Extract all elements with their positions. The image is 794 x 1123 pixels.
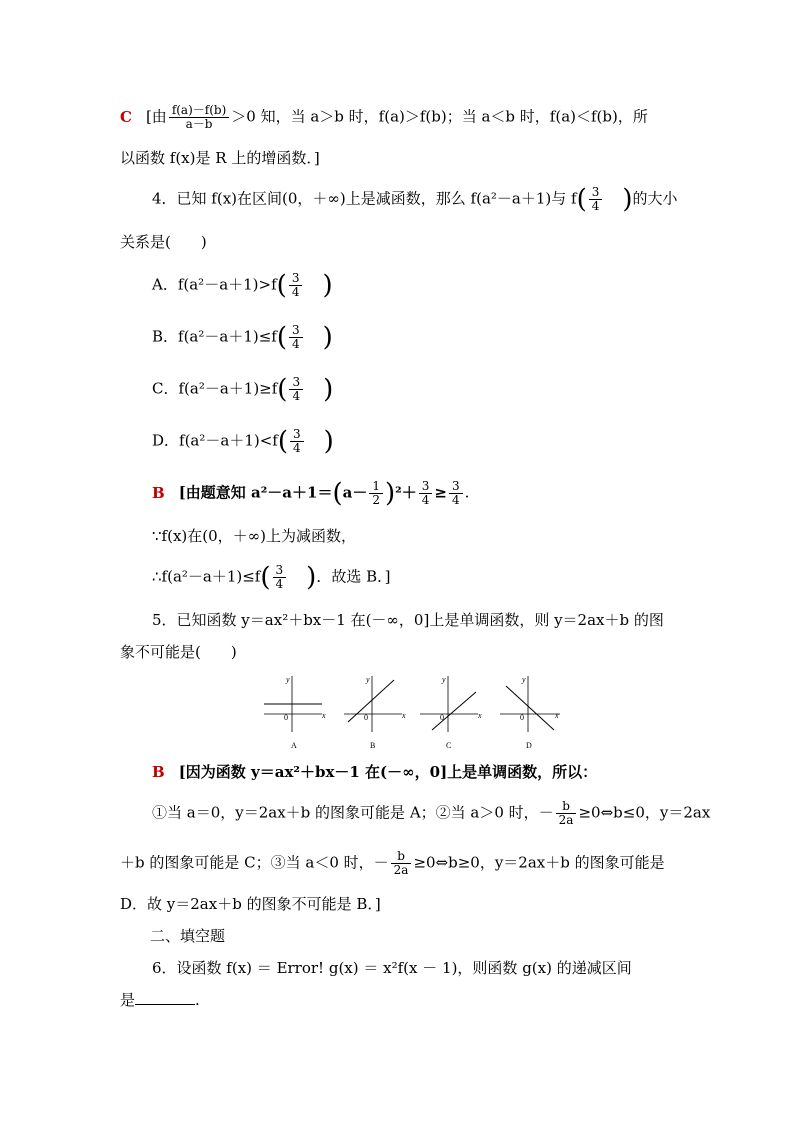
paren-open: ( <box>276 270 287 301</box>
answer-ge: ≥ <box>434 483 447 502</box>
paren-close: ) <box>323 374 334 405</box>
graph-letter: B <box>370 741 376 750</box>
x-label: x <box>402 711 406 720</box>
option-label: B．f(a²－a＋1)≤f <box>152 327 277 346</box>
fraction-numerator: f(a)－f(b) <box>169 104 229 118</box>
fraction <box>449 480 463 507</box>
q3-answer-line2: 以函数 f(x)是 R 上的增函数．] <box>120 149 320 167</box>
fraction <box>289 376 303 403</box>
graph-line <box>506 686 554 730</box>
fraction <box>589 186 603 213</box>
fraction <box>556 800 577 827</box>
graph-letter: D <box>526 741 532 750</box>
fraction <box>391 850 412 877</box>
option-label: C．f(a²－a＋1)≥f <box>152 379 278 398</box>
graph-d[interactable] <box>500 675 560 750</box>
fraction <box>369 480 383 507</box>
answer-mid: ²＋ <box>395 483 417 502</box>
fraction <box>419 480 433 507</box>
option-label: A．f(a²－a＋1)>f <box>152 275 277 294</box>
fraction-denominator: 2a <box>558 813 574 827</box>
q4-stem <box>152 186 678 213</box>
fraction-denominator: 4 <box>293 441 301 455</box>
q5-stem-line2: 象不可能是( ) <box>120 643 237 661</box>
y-label: y <box>442 675 446 684</box>
fraction-denominator: 4 <box>275 577 284 591</box>
q5-stem-line1: 5．已知函数 y＝ax²＋bx－1 在(－∞，0]上是单调函数，则 y＝2ax＋b 的图 <box>152 611 664 629</box>
fraction-denominator: 4 <box>591 199 600 213</box>
paren-open: ( <box>277 374 288 405</box>
fraction-denominator: 4 <box>451 493 460 507</box>
answer-letter: B <box>152 483 165 502</box>
fraction <box>273 564 287 591</box>
q6-l2-post: . <box>195 991 200 1009</box>
graph-letter: A <box>291 741 297 750</box>
q4-answer-line2: ∵f(x)在(0，＋∞)上为减函数， <box>152 527 357 545</box>
q4-option-b[interactable] <box>152 324 333 351</box>
q5-answer-line4: D．故 y＝2ax＋b 的图象不可能是 B．] <box>120 895 381 913</box>
x-label: x <box>555 711 559 720</box>
y-label: y <box>366 675 370 684</box>
x-label: x <box>478 711 482 720</box>
paren-open: ( <box>276 322 287 353</box>
fraction <box>289 272 303 299</box>
answer-text-rest: ＞0 知，当 a＞b 时，f(a)＞f(b)；当 a＜b 时，f(a)＜f(b)，所 <box>231 107 648 126</box>
paren-close: ) <box>322 270 333 301</box>
q4-option-d[interactable] <box>152 428 334 455</box>
fraction-denominator: 4 <box>292 337 300 351</box>
q5-graph-figure <box>262 672 562 752</box>
fraction-numerator: 3 <box>589 186 603 200</box>
fraction-denominator: a－b <box>185 117 213 131</box>
q4-stem-pre: 4．已知 f(x)在区间(0，＋∞)上是减函数，那么 f(a²－a＋1)与 f <box>152 189 577 208</box>
q4-answer-line1 <box>152 480 469 507</box>
answer-l3-pre: ∴f(a²－a＋1)≤f <box>152 567 261 586</box>
answer-text: [因为函数 y＝ax²＋bx－1 在(－∞，0]上是单调函数，所以： <box>178 763 598 781</box>
fraction-numerator: 3 <box>289 272 303 286</box>
fraction <box>289 324 303 351</box>
fraction-numerator: 3 <box>290 428 304 442</box>
y-label: y <box>522 675 526 684</box>
origin-label: 0 <box>440 713 444 722</box>
fraction-numerator: 3 <box>289 376 303 390</box>
option-label: D．f(a²－a＋1)<f <box>152 431 278 450</box>
fraction-denominator: 4 <box>421 493 430 507</box>
fraction-denominator: 4 <box>291 285 300 299</box>
answer-blank[interactable] <box>135 990 195 1005</box>
fraction-numerator: b <box>391 850 412 864</box>
answer-l3-post: ．故选 B．] <box>316 567 391 586</box>
fraction-numerator: 3 <box>273 564 287 578</box>
q6-line2 <box>120 988 200 1012</box>
q4-stem-post: 的大小 <box>632 189 678 208</box>
paren-close: ) <box>622 184 633 215</box>
answer-l2-post: ≥0⇔b≤0，y＝2ax <box>578 803 711 822</box>
section-heading: 二、填空题 <box>150 927 226 945</box>
fraction-numerator: 3 <box>289 324 303 338</box>
paren-close: ) <box>323 426 334 457</box>
answer-end: . <box>464 483 470 502</box>
q4-option-a[interactable] <box>152 272 333 299</box>
answer-text-pre: [由题意知 a²－a＋1＝ <box>178 483 333 502</box>
q5-answer-line1 <box>152 760 597 784</box>
fraction-numerator: 3 <box>419 480 433 494</box>
origin-label: 0 <box>520 713 524 722</box>
fraction-denominator: 2a <box>393 863 409 877</box>
origin-label: 0 <box>364 713 368 722</box>
q5-answer-line3 <box>120 850 665 877</box>
answer-l2-pre: ①当 a＝0，y＝2ax＋b 的图象可能是 A；②当 a＞0 时，－ <box>152 803 554 822</box>
q6-line1: 6．设函数 f(x) ＝ Error! g(x) ＝ x²f(x － 1)，则函数 g(x) 的递减区间 <box>152 959 632 977</box>
origin-label: 0 <box>284 713 288 722</box>
x-label: x <box>322 711 326 720</box>
paren-open: ( <box>576 184 587 215</box>
fraction <box>290 428 304 455</box>
answer-l3-post: ≥0⇔b≥0，y＝2ax＋b 的图象可能是 <box>413 853 665 872</box>
graph-letter: C <box>446 741 452 750</box>
paren-close: ) <box>384 478 396 509</box>
graph-b[interactable] <box>344 675 406 750</box>
answer-inner: a－ <box>342 483 368 502</box>
fraction-denominator: 4 <box>292 389 301 403</box>
q5-answer-line2 <box>152 800 710 827</box>
paren-close: ) <box>322 322 333 353</box>
paren-open: ( <box>277 426 289 457</box>
answer-letter: C <box>120 107 132 126</box>
q4-answer-line3 <box>152 564 390 591</box>
q6-l2-pre: 是 <box>120 991 136 1009</box>
q3-answer-line1 <box>120 104 648 131</box>
answer-letter: B <box>152 763 165 781</box>
q4-stem-line2: 关系是( ) <box>120 233 207 251</box>
graph-line <box>348 680 394 722</box>
graph-a[interactable] <box>264 675 326 750</box>
answer-l3-pre: ＋b 的图象可能是 C；③当 a＜0 时，－ <box>120 853 389 872</box>
paren-open: ( <box>260 562 271 593</box>
fraction-numerator: 3 <box>449 480 463 494</box>
y-label: y <box>286 675 290 684</box>
graph-line <box>432 692 476 730</box>
fraction <box>169 104 229 131</box>
fraction-numerator: 1 <box>369 480 383 494</box>
fraction-numerator: b <box>556 800 577 814</box>
fraction-denominator: 2 <box>372 493 380 507</box>
paren-close: ) <box>306 562 317 593</box>
q4-option-c[interactable] <box>152 376 333 403</box>
graph-c[interactable] <box>420 675 482 750</box>
paren-open: ( <box>332 478 343 509</box>
answer-text-pre: [由 <box>145 107 167 126</box>
